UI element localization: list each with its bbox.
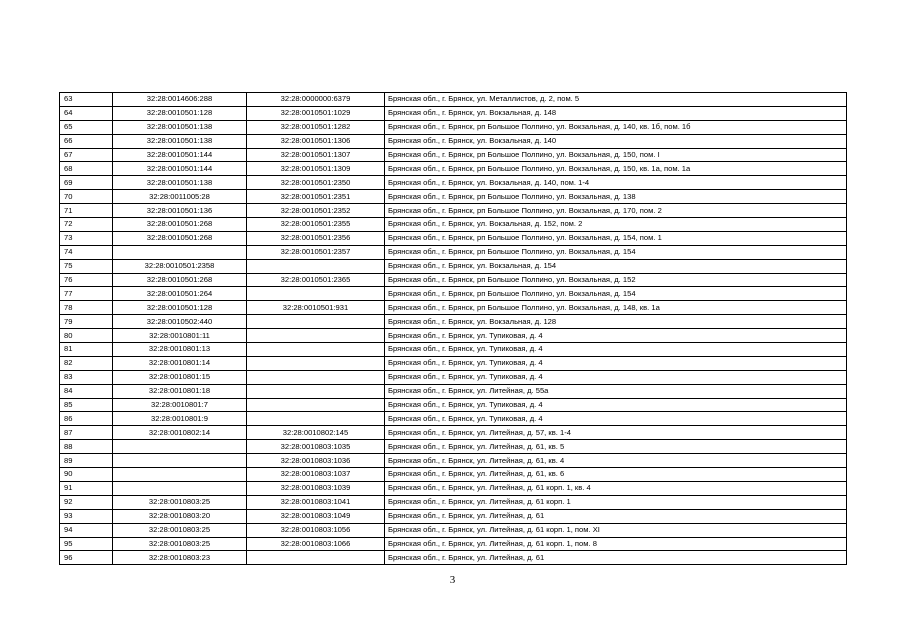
row-number-cell: 96: [60, 551, 113, 565]
land-cadastral-number-cell: 32:28:0010802:14: [113, 426, 247, 440]
object-cadastral-number-cell: 32:28:0010803:1039: [247, 481, 385, 495]
object-cadastral-number-cell: [247, 287, 385, 301]
row-number-cell: 85: [60, 398, 113, 412]
object-cadastral-number-cell: 32:28:0010501:2352: [247, 204, 385, 218]
property-table: [59, 92, 847, 565]
row-number-cell: 75: [60, 259, 113, 273]
address-cell: Брянская обл., г. Брянск, ул. Вокзальная, д. 140: [385, 134, 847, 148]
row-number-cell: 84: [60, 384, 113, 398]
row-number-cell: 66: [60, 134, 113, 148]
table-row: [60, 370, 847, 384]
table-row: [60, 190, 847, 204]
row-number-cell: 71: [60, 204, 113, 218]
land-cadastral-number-cell: 32:28:0010803:20: [113, 509, 247, 523]
object-cadastral-number-cell: [247, 370, 385, 384]
table-row: [60, 329, 847, 343]
object-cadastral-number-cell: 32:28:0010501:2365: [247, 273, 385, 287]
land-cadastral-number-cell: 32:28:0010501:128: [113, 106, 247, 120]
row-number-cell: 78: [60, 301, 113, 315]
address-cell: Брянская обл., г. Брянск, рп Большое Полпино, ул. Вокзальная, д. 154, пом. 1: [385, 231, 847, 245]
land-cadastral-number-cell: 32:28:0010803:23: [113, 551, 247, 565]
address-cell: Брянская обл., г. Брянск, ул. Литейная, д. 61: [385, 509, 847, 523]
address-cell: Брянская обл., г. Брянск, ул. Тупиковая, д. 4: [385, 329, 847, 343]
object-cadastral-number-cell: 32:28:0010803:1035: [247, 440, 385, 454]
row-number-cell: 76: [60, 273, 113, 287]
object-cadastral-number-cell: [247, 315, 385, 329]
object-cadastral-number-cell: 32:28:0010501:1307: [247, 148, 385, 162]
row-number-cell: 82: [60, 356, 113, 370]
table-row: [60, 245, 847, 259]
address-cell: Брянская обл., г. Брянск, рп Большое Полпино, ул. Вокзальная, д. 170, пом. 2: [385, 204, 847, 218]
object-cadastral-number-cell: 32:28:0010803:1036: [247, 454, 385, 468]
row-number-cell: 89: [60, 454, 113, 468]
address-cell: Брянская обл., г. Брянск, ул. Вокзальная, д. 154: [385, 259, 847, 273]
row-number-cell: 90: [60, 468, 113, 482]
table-row: [60, 551, 847, 565]
row-number-cell: 63: [60, 93, 113, 107]
address-cell: Брянская обл., г. Брянск, ул. Вокзальная, д. 128: [385, 315, 847, 329]
row-number-cell: 67: [60, 148, 113, 162]
land-cadastral-number-cell: 32:28:0010501:268: [113, 231, 247, 245]
table-row: [60, 454, 847, 468]
row-number-cell: 72: [60, 218, 113, 232]
row-number-cell: 81: [60, 343, 113, 357]
land-cadastral-number-cell: 32:28:0010803:25: [113, 523, 247, 537]
table-row: [60, 356, 847, 370]
table-row: [60, 523, 847, 537]
table-row: [60, 259, 847, 273]
land-cadastral-number-cell: 32:28:0010801:14: [113, 356, 247, 370]
object-cadastral-number-cell: 32:28:0010802:145: [247, 426, 385, 440]
table-row: [60, 231, 847, 245]
land-cadastral-number-cell: 32:28:0011005:28: [113, 190, 247, 204]
table-row: [60, 273, 847, 287]
land-cadastral-number-cell: 32:28:0010803:25: [113, 495, 247, 509]
object-cadastral-number-cell: 32:28:0010501:931: [247, 301, 385, 315]
address-cell: Брянская обл., г. Брянск, рп Большое Полпино, ул. Вокзальная, д. 148, кв. 1а: [385, 301, 847, 315]
object-cadastral-number-cell: 32:28:0010501:1282: [247, 120, 385, 134]
land-cadastral-number-cell: 32:28:0010501:2358: [113, 259, 247, 273]
land-cadastral-number-cell: [113, 454, 247, 468]
land-cadastral-number-cell: 32:28:0010501:268: [113, 218, 247, 232]
table-row: [60, 426, 847, 440]
table-row: [60, 162, 847, 176]
page-number: 3: [449, 574, 456, 586]
land-cadastral-number-cell: 32:28:0010501:264: [113, 287, 247, 301]
land-cadastral-number-cell: 32:28:0010502:440: [113, 315, 247, 329]
object-cadastral-number-cell: 32:28:0010501:2355: [247, 218, 385, 232]
address-cell: Брянская обл., г. Брянск, рп Большое Полпино, ул. Вокзальная, д. 140, кв. 1б, пом. 1б: [385, 120, 847, 134]
row-number-cell: 65: [60, 120, 113, 134]
table-row: [60, 134, 847, 148]
land-cadastral-number-cell: 32:28:0010801:13: [113, 343, 247, 357]
address-cell: Брянская обл., г. Брянск, ул. Литейная, д. 61, кв. 5: [385, 440, 847, 454]
row-number-cell: 70: [60, 190, 113, 204]
row-number-cell: 77: [60, 287, 113, 301]
object-cadastral-number-cell: 32:28:0000000:6379: [247, 93, 385, 107]
address-cell: Брянская обл., г. Брянск, ул. Тупиковая, д. 4: [385, 370, 847, 384]
row-number-cell: 83: [60, 370, 113, 384]
address-cell: Брянская обл., г. Брянск, рп Большое Полпино, ул. Вокзальная, д. 154: [385, 287, 847, 301]
address-cell: Брянская обл., г. Брянск, ул. Вокзальная, д. 152, пом. 2: [385, 218, 847, 232]
land-cadastral-number-cell: 32:28:0010801:7: [113, 398, 247, 412]
object-cadastral-number-cell: [247, 384, 385, 398]
table-row: [60, 495, 847, 509]
address-cell: Брянская обл., г. Брянск, рп Большое Полпино, ул. Вокзальная, д. 150, кв. 1а, пом. 1а: [385, 162, 847, 176]
object-cadastral-number-cell: 32:28:0010803:1041: [247, 495, 385, 509]
row-number-cell: 74: [60, 245, 113, 259]
object-cadastral-number-cell: 32:28:0010501:2357: [247, 245, 385, 259]
table-row: [60, 218, 847, 232]
address-cell: Брянская обл., г. Брянск, рп Большое Полпино, ул. Вокзальная, д. 152: [385, 273, 847, 287]
row-number-cell: 95: [60, 537, 113, 551]
land-cadastral-number-cell: 32:28:0010501:268: [113, 273, 247, 287]
address-cell: Брянская обл., г. Брянск, ул. Вокзальная, д. 140, пом. 1-4: [385, 176, 847, 190]
row-number-cell: 87: [60, 426, 113, 440]
object-cadastral-number-cell: [247, 329, 385, 343]
row-number-cell: 86: [60, 412, 113, 426]
table-row: [60, 287, 847, 301]
table-row: [60, 93, 847, 107]
table-row: [60, 120, 847, 134]
table-row: [60, 204, 847, 218]
object-cadastral-number-cell: 32:28:0010803:1037: [247, 468, 385, 482]
object-cadastral-number-cell: [247, 551, 385, 565]
table-row: [60, 176, 847, 190]
row-number-cell: 73: [60, 231, 113, 245]
land-cadastral-number-cell: 32:28:0014606:288: [113, 93, 247, 107]
table-row: [60, 398, 847, 412]
land-cadastral-number-cell: 32:28:0010801:15: [113, 370, 247, 384]
object-cadastral-number-cell: 32:28:0010501:2356: [247, 231, 385, 245]
address-cell: Брянская обл., г. Брянск, ул. Литейная, д. 61 корп. 1: [385, 495, 847, 509]
address-cell: Брянская обл., г. Брянск, ул. Литейная, д. 55а: [385, 384, 847, 398]
address-cell: Брянская обл., г. Брянск, рп Большое Полпино, ул. Вокзальная, д. 138: [385, 190, 847, 204]
table-row: [60, 468, 847, 482]
land-cadastral-number-cell: 32:28:0010801:11: [113, 329, 247, 343]
row-number-cell: 92: [60, 495, 113, 509]
land-cadastral-number-cell: 32:28:0010801:18: [113, 384, 247, 398]
address-cell: Брянская обл., г. Брянск, ул. Литейная, д. 61, кв. 6: [385, 468, 847, 482]
object-cadastral-number-cell: 32:28:0010803:1049: [247, 509, 385, 523]
table-row: [60, 148, 847, 162]
land-cadastral-number-cell: 32:28:0010501:138: [113, 176, 247, 190]
land-cadastral-number-cell: 32:28:0010803:25: [113, 537, 247, 551]
land-cadastral-number-cell: [113, 468, 247, 482]
address-cell: Брянская обл., г. Брянск, ул. Литейная, д. 61 корп. 1, кв. 4: [385, 481, 847, 495]
land-cadastral-number-cell: 32:28:0010501:144: [113, 162, 247, 176]
row-number-cell: 93: [60, 509, 113, 523]
address-cell: Брянская обл., г. Брянск, ул. Тупиковая, д. 4: [385, 356, 847, 370]
object-cadastral-number-cell: 32:28:0010501:1306: [247, 134, 385, 148]
address-cell: Брянская обл., г. Брянск, рп Большое Полпино, ул. Вокзальная, д. 150, пом. I: [385, 148, 847, 162]
row-number-cell: 69: [60, 176, 113, 190]
row-number-cell: 80: [60, 329, 113, 343]
address-cell: Брянская обл., г. Брянск, ул. Литейная, д. 57, кв. 1-4: [385, 426, 847, 440]
address-cell: Брянская обл., г. Брянск, ул. Тупиковая, д. 4: [385, 412, 847, 426]
land-cadastral-number-cell: 32:28:0010801:9: [113, 412, 247, 426]
land-cadastral-number-cell: 32:28:0010501:144: [113, 148, 247, 162]
table-row: [60, 106, 847, 120]
table-row: [60, 315, 847, 329]
object-cadastral-number-cell: 32:28:0010501:1309: [247, 162, 385, 176]
address-cell: Брянская обл., г. Брянск, ул. Литейная, д. 61 корп. 1, пом. XI: [385, 523, 847, 537]
address-cell: Брянская обл., г. Брянск, ул. Литейная, д. 61 корп. 1, пом. 8: [385, 537, 847, 551]
object-cadastral-number-cell: [247, 356, 385, 370]
table-row: [60, 412, 847, 426]
object-cadastral-number-cell: [247, 398, 385, 412]
address-cell: Брянская обл., г. Брянск, ул. Тупиковая, д. 4: [385, 398, 847, 412]
row-number-cell: 79: [60, 315, 113, 329]
object-cadastral-number-cell: [247, 259, 385, 273]
row-number-cell: 91: [60, 481, 113, 495]
land-cadastral-number-cell: 32:28:0010501:138: [113, 120, 247, 134]
address-cell: Брянская обл., г. Брянск, ул. Металлистов, д. 2, пом. 5: [385, 93, 847, 107]
address-cell: Брянская обл., г. Брянск, ул. Вокзальная, д. 148: [385, 106, 847, 120]
object-cadastral-number-cell: 32:28:0010501:2350: [247, 176, 385, 190]
object-cadastral-number-cell: 32:28:0010501:2351: [247, 190, 385, 204]
table-row: [60, 343, 847, 357]
object-cadastral-number-cell: [247, 412, 385, 426]
table-row: [60, 301, 847, 315]
property-table-body: [60, 93, 847, 565]
address-cell: Брянская обл., г. Брянск, ул. Тупиковая, д. 4: [385, 343, 847, 357]
address-cell: Брянская обл., г. Брянск, ул. Литейная, д. 61: [385, 551, 847, 565]
land-cadastral-number-cell: 32:28:0010501:136: [113, 204, 247, 218]
object-cadastral-number-cell: [247, 343, 385, 357]
table-row: [60, 537, 847, 551]
object-cadastral-number-cell: 32:28:0010803:1056: [247, 523, 385, 537]
object-cadastral-number-cell: 32:28:0010803:1066: [247, 537, 385, 551]
row-number-cell: 88: [60, 440, 113, 454]
table-row: [60, 481, 847, 495]
land-cadastral-number-cell: [113, 481, 247, 495]
table-row: [60, 509, 847, 523]
table-row: [60, 384, 847, 398]
row-number-cell: 64: [60, 106, 113, 120]
row-number-cell: 68: [60, 162, 113, 176]
land-cadastral-number-cell: 32:28:0010501:128: [113, 301, 247, 315]
land-cadastral-number-cell: 32:28:0010501:138: [113, 134, 247, 148]
table-row: [60, 440, 847, 454]
row-number-cell: 94: [60, 523, 113, 537]
address-cell: Брянская обл., г. Брянск, рп Большое Полпино, ул. Вокзальная, д. 154: [385, 245, 847, 259]
address-cell: Брянская обл., г. Брянск, ул. Литейная, д. 61, кв. 4: [385, 454, 847, 468]
land-cadastral-number-cell: [113, 245, 247, 259]
land-cadastral-number-cell: [113, 440, 247, 454]
object-cadastral-number-cell: 32:28:0010501:1029: [247, 106, 385, 120]
